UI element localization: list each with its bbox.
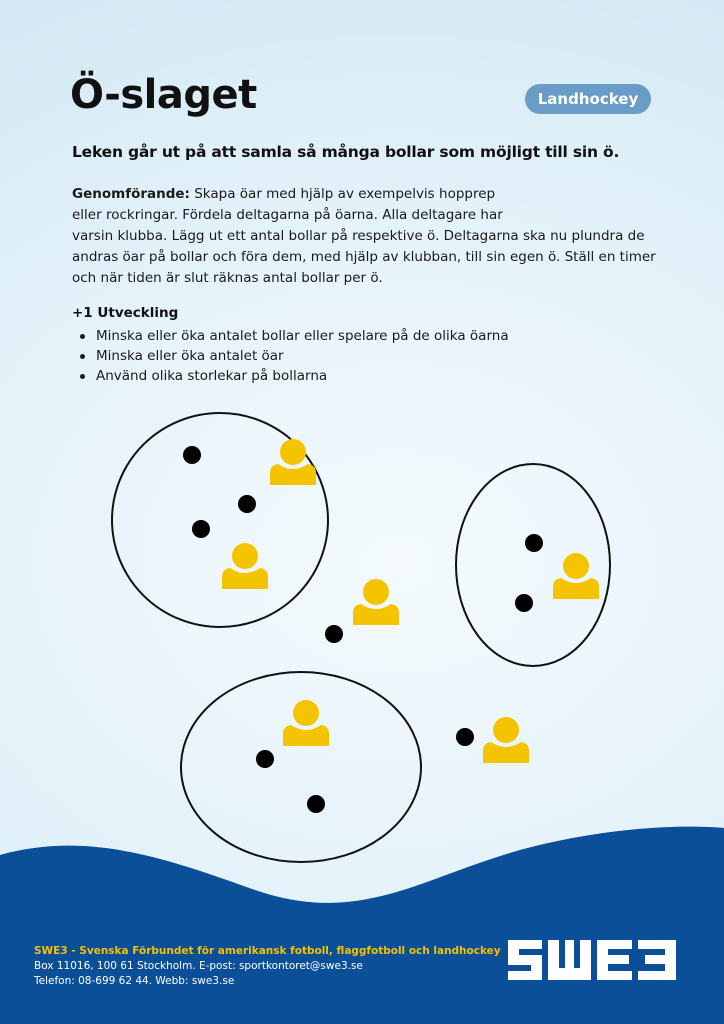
ball [192, 520, 210, 538]
ball [183, 446, 201, 464]
list-item: Använd olika storlekar på bollarna [72, 366, 509, 386]
category-tag: Landhockey [525, 84, 651, 114]
description [72, 184, 672, 289]
development-list [72, 326, 509, 386]
player-icon [483, 717, 529, 763]
footer-organization: SWE3 - Svenska Förbundet för amerikansk fotboll, flaggfotboll och landhockey [34, 945, 501, 957]
swe3-logo [508, 938, 680, 982]
ball [525, 534, 543, 552]
ball [515, 594, 533, 612]
list-item: Minska eller öka antalet bollar eller spelare på de olika öarna [72, 326, 509, 346]
ball [456, 728, 474, 746]
description-line-1: Skapa öar med hjälp av exempelvis hopprep [189, 186, 496, 202]
description-label: Genomförande: [72, 186, 190, 202]
player-icon [353, 579, 399, 625]
ball [256, 750, 274, 768]
player-icon [553, 553, 599, 599]
player-icon [283, 700, 329, 746]
description-line-2: eller rockringar. Fördela deltagarna på öarna. Alla deltagare har [72, 207, 503, 223]
description-line-4: andras öar på bollar och föra dem, med hjälp av klubban, till sin egen ö. Ställ en timer [72, 249, 656, 265]
description-line-3: varsin klubba. Lägg ut ett antal bollar på respektive ö. Deltagarna ska nu plundra de [72, 228, 645, 244]
ball [307, 795, 325, 813]
game-diagram [0, 400, 724, 870]
player-icon [270, 439, 316, 485]
page-title: Ö-slaget [70, 72, 257, 118]
player-icon [222, 543, 268, 589]
ball [238, 495, 256, 513]
footer-background [0, 820, 724, 1024]
footer-contact [34, 944, 501, 989]
footer-address: Box 11016, 100 61 Stockholm. E-post: sportkontoret@swe3.se [34, 960, 363, 972]
description-line-5: och när tiden är slut räknas antal bollar per ö. [72, 270, 383, 286]
intro-text: Leken går ut på att samla så många bollar som möjligt till sin ö. [72, 143, 620, 161]
development-heading: +1 Utveckling [72, 305, 179, 321]
footer-phone: Telefon: 08-699 62 44. Webb: swe3.se [34, 975, 235, 987]
ball [325, 625, 343, 643]
list-item: Minska eller öka antalet öar [72, 346, 509, 366]
